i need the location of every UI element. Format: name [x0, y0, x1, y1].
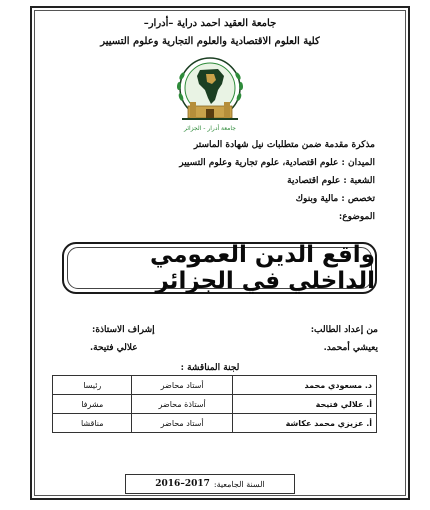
academic-year-label: السنة الجامعية:	[213, 479, 265, 489]
academic-year-box	[125, 474, 295, 494]
table-row	[53, 414, 377, 433]
member-rank: أستاد محاضر	[132, 414, 232, 433]
member-rank: أستاذة محاضر	[132, 395, 232, 414]
memo-branch: الشعبة : علوم اقتصادية	[287, 176, 375, 186]
supervisor-name: علالي فتيحة.	[90, 343, 138, 353]
thesis-title: واقع الدين العمومي الداخلي في الجزائر	[150, 242, 375, 294]
prepared-by-label: من إعداد الطالب:	[310, 325, 378, 335]
memo-type: مذكرة مقدمة ضمن متطلبات نيل شهادة الماستر	[193, 140, 375, 150]
committee-label: لجنة المناقشة :	[180, 363, 240, 373]
logo-text: جامعة أدرار - الجزائر	[184, 125, 236, 132]
member-name: أ. عزيزي محمد عكاشة	[232, 414, 376, 433]
member-role: مناقشا	[53, 414, 132, 433]
university-logo	[160, 54, 260, 136]
member-role: رئيسا	[53, 376, 132, 395]
committee-table	[52, 375, 377, 433]
academic-year-value: 2016–2017	[155, 479, 210, 489]
member-role: مشرفا	[53, 395, 132, 414]
table-row	[53, 376, 377, 395]
memo-specialty: تخصص : مالية وبنوك	[295, 194, 375, 204]
title-frame	[62, 242, 377, 294]
member-name: أ. علالي فتيحة	[232, 395, 376, 414]
member-rank: أستاد محاضر	[132, 376, 232, 395]
university-name: جامعة العقيد احمد دراية –أدرار–	[143, 18, 277, 29]
faculty-name: كلية العلوم الاقتصادية والعلوم التجارية وعلوم التسيير	[100, 36, 320, 47]
memo-field: الميدان : علوم اقتصادية، علوم تجارية وعلوم التسيير	[179, 158, 375, 168]
student-name: يعيشي أمحمد.	[323, 343, 378, 353]
subject-label: الموضوع:	[338, 212, 375, 222]
member-name: د. مسعودي محمد	[232, 376, 376, 395]
table-row	[53, 395, 377, 414]
supervisor-label: إشراف الاستاذة:	[92, 325, 155, 335]
